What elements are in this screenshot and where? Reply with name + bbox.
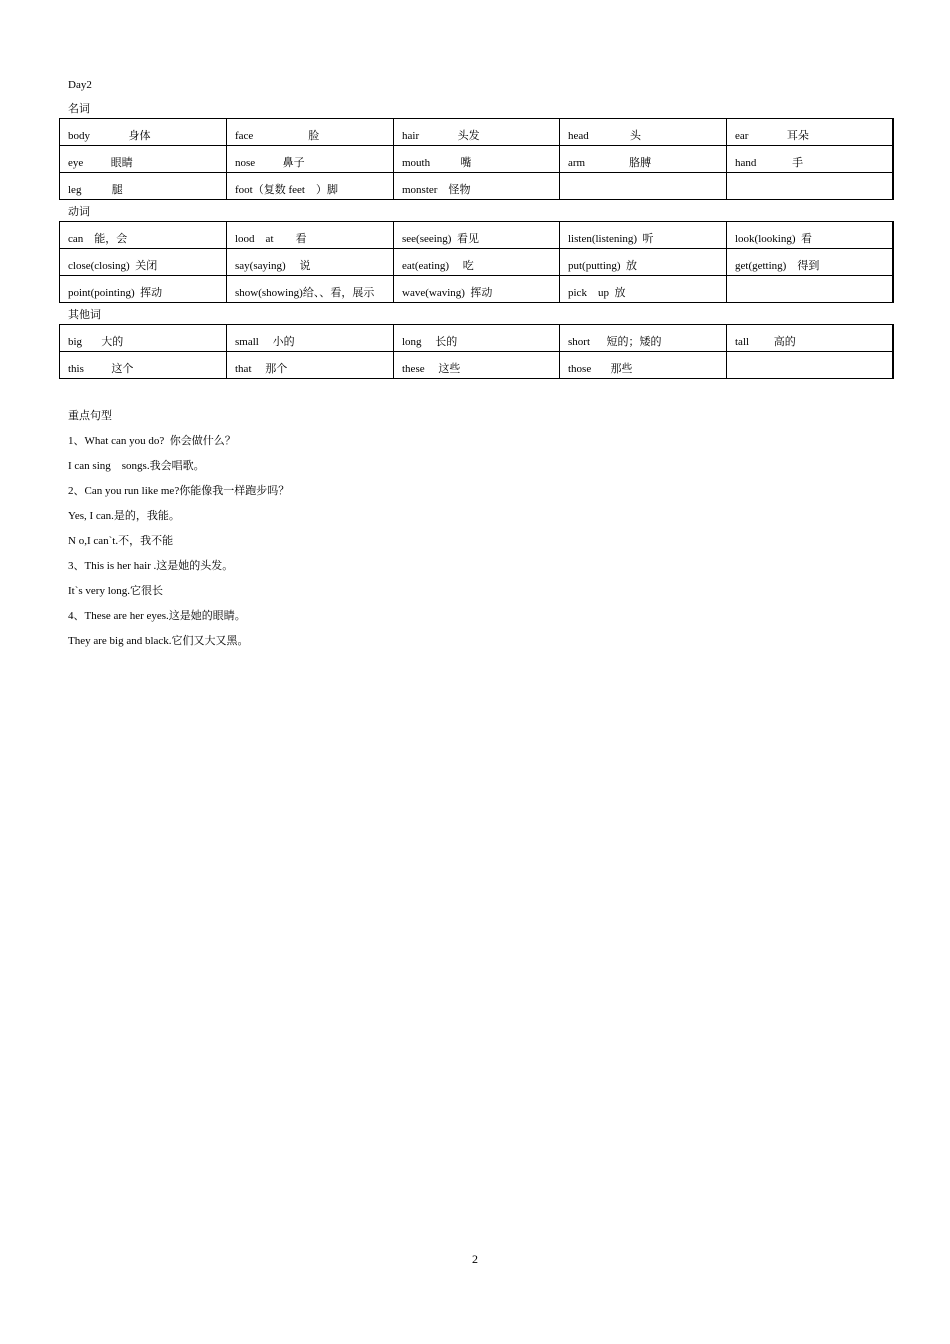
vocab-cell bbox=[560, 146, 727, 173]
vocab-cell bbox=[394, 222, 560, 249]
vocab-cell bbox=[60, 249, 227, 276]
section-label-other: 其他词 bbox=[68, 309, 101, 321]
vocab-cell bbox=[227, 222, 394, 249]
vocab-word: tall 高的 bbox=[735, 336, 796, 348]
vocab-word: lood at 看 bbox=[235, 233, 307, 245]
vocab-cell bbox=[227, 325, 394, 352]
vocab-cell bbox=[227, 276, 394, 303]
table-row bbox=[60, 119, 893, 146]
sentence-line: 4、These are her eyes.这是她的眼睛。 bbox=[68, 610, 246, 622]
vocab-cell bbox=[560, 119, 727, 146]
vocab-word: this 这个 bbox=[68, 363, 134, 375]
vocab-cell bbox=[727, 276, 893, 303]
vocab-cell bbox=[394, 352, 560, 379]
table-row bbox=[60, 222, 893, 249]
key-sentences bbox=[68, 410, 289, 660]
sentence-line: 1、What can you do? 你会做什么？ bbox=[68, 435, 236, 447]
vocab-cell bbox=[394, 146, 560, 173]
vocab-cell bbox=[727, 325, 893, 352]
vocab-cell bbox=[60, 325, 227, 352]
vocab-word: close(closing) 关闭 bbox=[68, 260, 158, 272]
vocab-cell bbox=[394, 173, 560, 200]
vocab-cell bbox=[60, 173, 227, 200]
sentence-line: Yes, I can.是的，我能。 bbox=[68, 510, 180, 522]
key-sentences-heading: 重点句型 bbox=[68, 410, 112, 422]
vocab-word: hair 头发 bbox=[402, 130, 480, 142]
vocab-cell bbox=[60, 119, 227, 146]
vocab-word: monster 怪物 bbox=[402, 184, 471, 196]
vocab-cell bbox=[727, 146, 893, 173]
vocab-word: can 能，会 bbox=[68, 233, 128, 245]
vocab-cell bbox=[394, 119, 560, 146]
vocab-word: show(showing)给、、看，展示 bbox=[235, 287, 375, 299]
vocab-cell bbox=[727, 173, 893, 200]
vocab-table-nouns bbox=[59, 118, 894, 200]
vocab-cell bbox=[727, 119, 893, 146]
vocab-cell bbox=[227, 249, 394, 276]
vocab-cell bbox=[560, 173, 727, 200]
vocab-cell bbox=[394, 249, 560, 276]
vocab-word: hand 手 bbox=[735, 157, 804, 169]
vocab-word: say(saying) 说 bbox=[235, 260, 311, 272]
vocab-word: see(seeing) 看见 bbox=[402, 233, 479, 245]
vocab-cell bbox=[60, 276, 227, 303]
vocab-word: long 长的 bbox=[402, 336, 458, 348]
table-row bbox=[60, 173, 893, 200]
sentence-line: 3、This is her hair .这是她的头发。 bbox=[68, 560, 234, 572]
vocab-word: point(pointing) 挥动 bbox=[68, 287, 163, 299]
vocab-cell bbox=[560, 276, 727, 303]
day-title: Day2 bbox=[68, 79, 92, 91]
vocab-word: wave(waving) 挥动 bbox=[402, 287, 493, 299]
sentence-line: 2、Can you run like me?你能像我一样跑步吗？ bbox=[68, 485, 290, 497]
vocab-word: leg 腿 bbox=[68, 184, 123, 196]
table-row bbox=[60, 249, 893, 276]
vocab-cell bbox=[394, 276, 560, 303]
vocab-cell bbox=[227, 119, 394, 146]
table-row bbox=[60, 325, 893, 352]
table-row bbox=[60, 146, 893, 173]
vocab-cell bbox=[60, 222, 227, 249]
vocab-cell bbox=[727, 352, 893, 379]
vocab-word: that 那个 bbox=[235, 363, 288, 375]
table-row bbox=[60, 276, 893, 303]
vocab-word: big 大的 bbox=[68, 336, 124, 348]
vocab-word: face 脸 bbox=[235, 130, 320, 142]
vocab-word: eat(eating) 吃 bbox=[402, 260, 474, 272]
section-label-nouns: 名词 bbox=[68, 103, 90, 115]
vocab-cell bbox=[227, 146, 394, 173]
vocab-cell bbox=[560, 352, 727, 379]
vocab-table-other bbox=[59, 324, 894, 379]
vocab-word: mouth 嘴 bbox=[402, 157, 472, 169]
section-label-verbs: 动词 bbox=[68, 206, 90, 218]
vocab-cell bbox=[60, 352, 227, 379]
vocab-cell bbox=[727, 222, 893, 249]
page-number: 2 bbox=[472, 1252, 478, 1266]
vocab-word: eye 眼睛 bbox=[68, 157, 133, 169]
vocab-word: pick up 放 bbox=[568, 287, 626, 299]
sentence-line: They are big and black.它们又大又黑。 bbox=[68, 635, 249, 647]
sentence-line: It`s very long.它很长 bbox=[68, 585, 164, 597]
vocab-cell bbox=[560, 222, 727, 249]
sentence-line: I can sing songs.我会唱歌。 bbox=[68, 460, 205, 472]
sentence-line: N o,I can`t.不，我不能 bbox=[68, 535, 174, 547]
vocab-word: ear 耳朵 bbox=[735, 130, 809, 142]
vocab-word: look(looking) 看 bbox=[735, 233, 812, 245]
vocab-word: arm 胳膊 bbox=[568, 157, 652, 169]
vocab-cell bbox=[394, 325, 560, 352]
vocab-word: put(putting) 放 bbox=[568, 260, 638, 272]
vocab-word: nose 鼻子 bbox=[235, 157, 305, 169]
vocab-word: short 短的；矮的 bbox=[568, 336, 662, 348]
vocab-word: get(getting) 得到 bbox=[735, 260, 820, 272]
vocab-cell bbox=[560, 249, 727, 276]
vocab-table-verbs bbox=[59, 221, 894, 303]
vocab-word: small 小的 bbox=[235, 336, 295, 348]
vocab-word: these 这些 bbox=[402, 363, 461, 375]
vocab-cell bbox=[227, 352, 394, 379]
vocab-cell bbox=[60, 146, 227, 173]
vocab-word: those 那些 bbox=[568, 363, 633, 375]
vocab-word: foot（复数 feet ）脚 bbox=[235, 184, 338, 196]
vocab-word: body 身体 bbox=[68, 130, 151, 142]
table-row bbox=[60, 352, 893, 379]
vocab-cell bbox=[727, 249, 893, 276]
vocab-cell bbox=[227, 173, 394, 200]
vocab-word: head 头 bbox=[568, 130, 642, 142]
vocab-cell bbox=[560, 325, 727, 352]
vocab-word: listen(listening) 听 bbox=[568, 233, 654, 245]
